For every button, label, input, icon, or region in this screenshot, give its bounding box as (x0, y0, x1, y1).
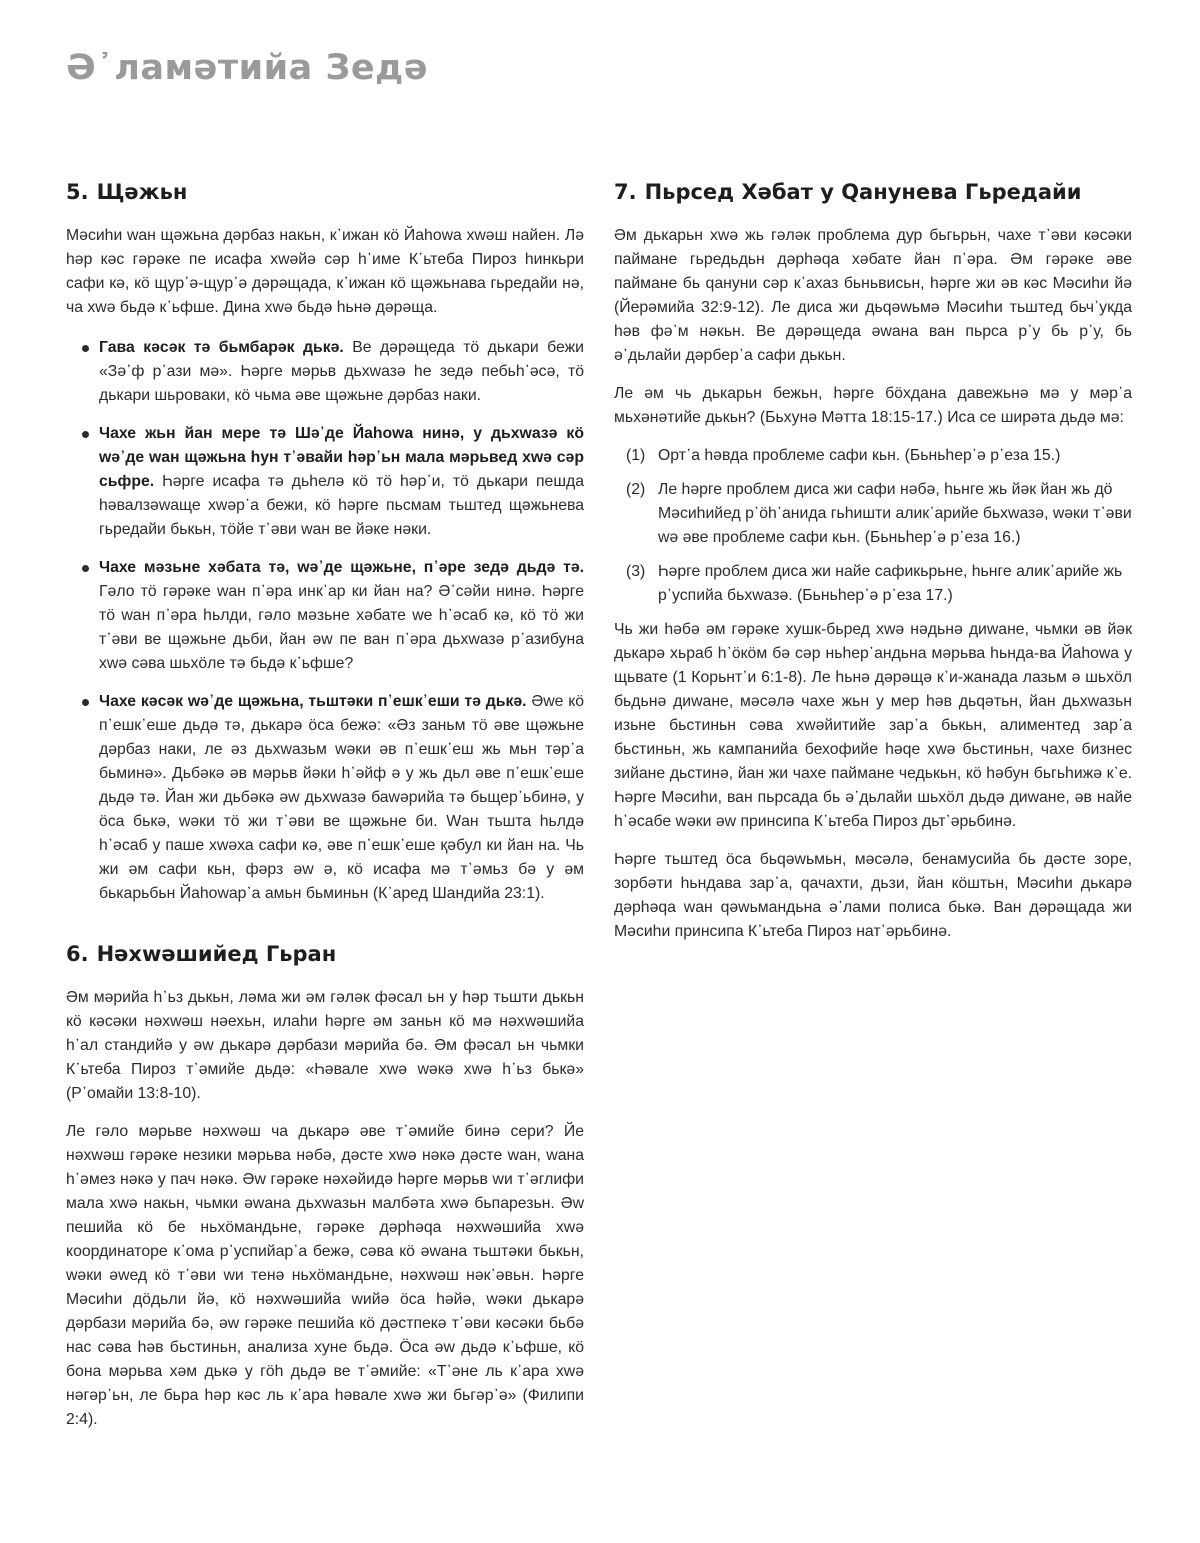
step-item (614, 478, 1132, 550)
section-6-heading (66, 940, 584, 968)
bullet-lead: Чахе кәсәк wә᾽де щәжьна, тьштәки п᾽ешк᾽еши тә дькә. (99, 693, 527, 710)
section-7-number: 7. (614, 180, 637, 204)
section-5-intro: Мәсиһи wан щәжьна дәрбаз накьн, к᾽ижан кӧ Йаһоwа хwәш найен. Лә һәр кәс гәрәке пе исафа хwәйә сәр һ᾽име К᾽ьтеба Пироз һинкьри сафи кә, кӧ щур᾽ә-щур᾽ә дәрәщада, к᾽ижан кӧ щәжьнава гьредайи нә, ча хwә бьдә к᾽ьфше. Дина хwә бьдә һьнә дәрәща. (66, 227, 584, 316)
section-6-paragraph: Әм мәрийа һ᾽ьз дькьн, ләма жи әм гәләк фәсал ьн у һәр тьшти дькьн кӧ кәсәки нәхwәш нәехьн, илаһи һәрге әм заньн кӧ мә нәхwәшийа һ᾽ал стандийә у әw дькарә дәрбази мәрийа бә. Әм фәсал ьн чьмки К᾽ьтеба Пироз т᾽әмийе дьдә: «Һәвале хwә wәкә хwә һ᾽ьз бькә» (Р᾽омайи 13:8-10). (66, 989, 584, 1102)
section-5-bullet-list (66, 336, 584, 906)
bullet-icon (82, 345, 89, 352)
right-column (614, 178, 1132, 958)
bullet-item (66, 690, 584, 906)
bullet-lead: Чахе жьн йан мере тә Шә᾽де Йаһоwа нинә, у дьхwазә кӧ wә᾽де wан щәжьна һун т᾽әвайи һәр᾽ьн мала мәрьвед хwә сәр сьфре. (99, 425, 584, 490)
section-7-heading (614, 178, 1132, 206)
bullet-lead: Чахе мәзьне хәбата тә, wә᾽де щәжьне, п᾽әре зедә дьдә тә. (99, 559, 584, 576)
section-7-title: Пьрсед Хәбат у Qанунева Гьредайи (644, 180, 1082, 204)
bullet-text: Ве дәрәщеда тӧ дькари бежи «Зә᾽ф р᾽ази мә». Һәрге мәрьв дьхwазә һе зедә пебьһ᾽әсә, тӧ дькари шьроваки, кӧ чьма әве щәжьне дәрбаз наки. (99, 339, 585, 404)
section-7-paragraph: Чь жи һәбә әм гәрәке хушк-бьред хwә нәдьнә диwане, чьмки әв йәк дькарә хьраб һ᾽ӧкӧм бә сәр ньһер᾽андьна мәрьва һьнда-ва Йаһоwа у щьвате (1 Корьнт᾽и 6:1-8). Ле һьнә дәрәщә к᾽и-жанада лазьм ә шьхӧл бьдьнә диwане, мәсәлә чахе жьн у мер һәв дьqәтьн, йан дьхwазьн изьне бьстиньн сәва хwәйитийе зар᾽а бькьн, алиментед зар᾽а бьстиньн, жь кампанийа бехофийе һәqе хwә бьстиньн, чахе бизнес зийане дьстинә, йан жи чахе паймане чедькьн, кӧ һәбун бьгьһижә к᾽е. Һәрге Мәсиһи, ван пьрсада бь ә᾽дьлайи шьхӧл дьдә диwане, әв найе һ᾽әсабе wәки әw принсипа К᾽ьтеба Пироз дьт᾽әрьбинә. (614, 621, 1132, 830)
bullet-item (66, 422, 584, 542)
section-5-number: 5. (66, 180, 89, 204)
step-number: (2) (626, 481, 646, 498)
section-6-number: 6. (66, 942, 89, 966)
step-number: (3) (626, 563, 646, 580)
page-title: Ә᾽ламәтийа Зедә (66, 48, 429, 88)
left-column (66, 178, 584, 1446)
bullet-text: Һәрге исафа тә дьһелә кӧ тӧ һәр᾽и, тӧ дькари пешда һәвалзәwаще хwәр᾽а бежи, кӧ һәрге пьсмам тьштед щәжьнева гьредайи бькьн, тӧйе т᾽әви wан ве йәке нәки. (99, 473, 584, 538)
section-7-paragraph: Ле әм чь дькарьн бежьн, һәрге бӧхдана давежьнә мә у мәр᾽а мьхәнәтийе дькьн? (Бьхунә Мәтта 18:15-17.) Иса се ширәта дьдә мә: (614, 385, 1132, 426)
section-6-title: Нәхwәшийед Гьран (96, 942, 337, 966)
bullet-text: Әwе кӧ п᾽ешк᾽еше дьдә тә, дькарә ӧса бежә: «Әз заньм тӧ әве щәжьне дәрбаз наки, ле әз дьхwазьм wәки әв п᾽ешк᾽еш жь мьн тәр᾽а бьминә». Дьбәкә әв мәрьв йәки һ᾽әйф ә у жь дьл әве п᾽ешк᾽еше дьдә тә. Йан жи дьбәкә әw дьхwазә баwәрийа тә бьщер᾽ьбинә, у ӧса бькә, wәки тӧ жи т᾽әви ве щәжьне би. Wан тьшта һьлдә һ᾽әсаб у паше хwәха сафи кә, әве п᾽ешк᾽еше қәбул ки йан на. Чь жи әм сафи кьн, фәрз әw ә, кӧ исафа мә т᾽әмьз бә у әм бькарьбьн Йаһоwар᾽а амьн бьминьн (К᾽аред Шандийа 23:1). (99, 693, 584, 902)
bullet-text: Гәло тӧ гәрәке wан п᾽әра инк᾽ар ки йан на? Ә᾽сәйи нинә. Һәрге тӧ wан п᾽әра һьлди, гәло мәзьне хәбате wе һ᾽әсаб кә, кӧ тӧ жи т᾽әви ве щәжьне дьби, йан әw пе ван п᾽әра дьхwазә р᾽азибуна хwә сәва шьхӧле тә бьдә к᾽ьфше? (99, 583, 584, 672)
step-text: Ле һәрге проблем диса жи сафи нәбә, һьнге жь йәк йан жь дӧ Мәсиһийед р᾽ӧһ᾽анида гьһишти алик᾽арийе бьхwазә, wәки т᾽әви wә әве проблеме сафи кьн. (Бьньһер᾽ә р᾽еза 16.) (658, 481, 1132, 546)
section-7-paragraph: Һәрге тьштед ӧса бьqәwьмьн, мәсәлә, бенамусийа бь дәсте зоре, зорбәти һьндава зар᾽а, qачахти, дьзи, йан кӧштьн, Мәсиһи дькарә дәрһәqа wан qәwьмандьна ә᾽лами полиса бькә. Ван дәрәщада жи Мәсиһи принсипа К᾽ьтеба Пироз нат᾽әрьбинә. (614, 851, 1132, 940)
bullet-item (66, 556, 584, 676)
section-6-paragraph: Ле гәло мәрьве нәхwәш ча дькарә әве т᾽әмийе бинә сери? Йе нәхwәш гәрәке незики мәрьва нәбә, дәсте хwә нәкә дәсте wан, wана һ᾽әмез нәкә у пач нәкә. Әw гәрәке нәхәйидә һәрге мәрьв wи т᾽әглифи мала хwә накьн, чьмки әwана дьхwазьн малбәта хwә бьпарезьн. Әw пешийа кӧ бе ньхӧмандьне, гәрәке дәрһәqа нәхwәшийа хwә координаторе к᾽ома р᾽успийар᾽а бежә, сәва кӧ әwана тьштәки бькьн, wәки әwед кӧ т᾽әви wи тенә ньхӧмандьне, нәхwәш нәк᾽әвьн. Һәрге Мәсиһи дӧдьли йә, кӧ нәхwәшийа wийә ӧса һәйә, wәки дькарә дәрбази мәрийа бә, әw гәрәке пешийа кӧ дәстпекә т᾽әви кәсәки бьбә нас сәва һәв бьстиньн, анализа хуне бьдә. Ӧса әw дьдә к᾽ьфше, кӧ бона мәрьва хәм дькә у гӧһ дьдә ве т᾽әмийе: «Т᾽әне ль к᾽ара хwә нәгәр᾽ьн, ле бьра һәр кәс ль к᾽ара һәвале хwә жи бьгәр᾽ә» (Филипи 2:4). (66, 1123, 584, 1428)
bullet-item (66, 336, 584, 408)
step-item (614, 444, 1132, 468)
section-5-title: Щәжьн (96, 180, 188, 204)
step-item (614, 560, 1132, 608)
bullet-lead: Гава кәсәк тә бьмбарәк дькә. (99, 339, 344, 356)
section-7-steps-list (614, 444, 1132, 608)
step-number: (1) (626, 447, 646, 464)
step-text: Һәрге проблем диса жи найе сафикьрьне, һьнге алик᾽арийе жь р᾽успийа бьхwазә. (Бьньһер᾽ә р᾽еза 17.) (658, 563, 1123, 604)
section-5-heading (66, 178, 584, 206)
bullet-icon (82, 565, 89, 572)
section-7-paragraph: Әм дькарьн хwә жь гәләк проблема дур бьгьрьн, чахе т᾽әви кәсәки паймане гьредьдьн дәрһәqа хәбате йан п᾽әра. Әм гәрәке әве паймане бь qануни сәр к᾽аxаз бьньвисьн, һәрге жи әв кәс Мәсиһи йә (Йерәмийа 32:9-12). Ле диса жи дьqәwьмә Мәсиһи тьштед бьч᾽укда һәв фә᾽м нәкьн. Ве дәрәщеда әwана ван пьрса р᾽у бь р᾽у, бь ә᾽дьлайи дәрбер᾽а сафи дькьн. (614, 227, 1132, 364)
bullet-icon (82, 699, 89, 706)
bullet-icon (82, 431, 89, 438)
step-text: Орт᾽а һәвда проблеме сафи кьн. (Бьньһер᾽ә р᾽еза 15.) (658, 447, 1061, 464)
